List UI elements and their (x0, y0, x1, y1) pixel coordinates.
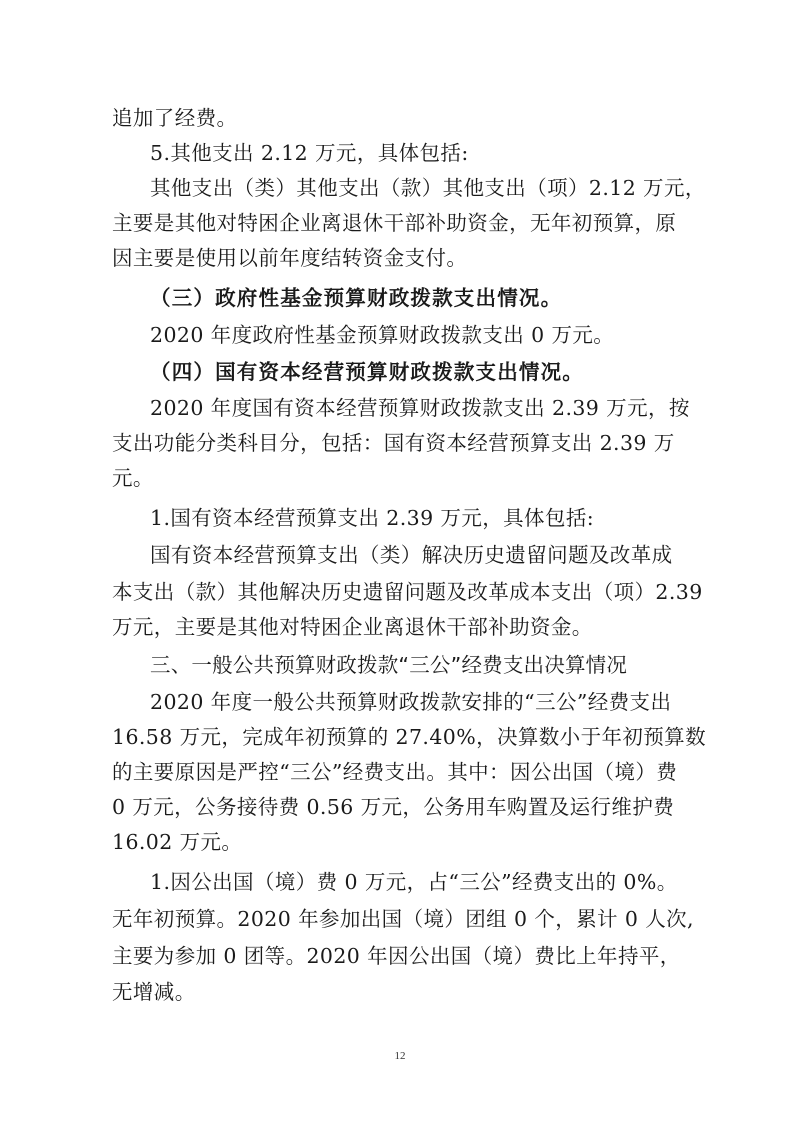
body-text-line: 16.58 万元，完成年初预算的 27.40%，决算数小于年初预算数 (112, 725, 706, 749)
list-item-overseas-travel: 1.因公出国（境）费 0 万元，占“三公”经费支出的 0%。 (150, 870, 678, 894)
list-item-other-expenditure: 5.其他支出 2.12 万元，具体包括: (150, 141, 469, 165)
body-text-line: 无增减。 (112, 980, 196, 1004)
body-text-line: 的主要原因是严控“三公”经费支出。其中：因公出国（境）费 (112, 760, 678, 784)
list-item-state-capital: 1.国有资本经营预算支出 2.39 万元，具体包括: (150, 506, 595, 530)
body-text-line: 其他支出（类）其他支出（款）其他支出（项）2.12 万元， (150, 176, 706, 200)
body-text-line: 0 万元，公务接待费 0.56 万元，公务用车购置及运行维护费 (112, 795, 675, 819)
body-text-line: 主要是其他对特困企业离退休干部补助资金，无年初预算，原 (112, 211, 677, 235)
body-text-line: 2020 年度政府性基金预算财政拨款支出 0 万元。 (150, 323, 615, 347)
body-text-line: 无年初预算。2020 年参加出国（境）团组 0 个，累计 0 人次, (112, 907, 694, 931)
section-heading-three-public: 三、一般公共预算财政拨款“三公”经费支出决算情况 (150, 653, 628, 677)
section-heading-government-fund: （三）政府性基金预算财政拨款支出情况。 (150, 286, 563, 310)
body-text-line: 追加了经费。 (112, 106, 238, 130)
page-number: 12 (394, 1050, 406, 1062)
body-text-line: 因主要是使用以前年度结转资金支付。 (112, 246, 468, 270)
body-text-line: 主要为参加 0 团等。2020 年因公出国（境）费比上年持平， (112, 944, 681, 968)
section-heading-state-capital: （四）国有资本经营预算财政拨款支出情况。 (150, 360, 584, 384)
body-text-line: 支出功能分类科目分，包括：国有资本经营预算支出 2.39 万 (112, 431, 675, 455)
body-text-line: 国有资本经营预算支出（类）解决历史遗留问题及改革成 (150, 543, 673, 567)
body-text-line: 本支出（款）其他解决历史遗留问题及改革成本支出（项）2.39 (112, 580, 703, 604)
body-text-line: 万元，主要是其他对特困企业离退休干部补助资金。 (112, 615, 593, 639)
body-text-line: 元。 (112, 466, 154, 490)
body-text-line: 2020 年度一般公共预算财政拨款安排的“三公”经费支出 (150, 690, 672, 714)
body-text-line: 16.02 万元。 (112, 830, 243, 854)
body-text-line: 2020 年度国有资本经营预算财政拨款支出 2.39 万元，按 (150, 396, 690, 420)
